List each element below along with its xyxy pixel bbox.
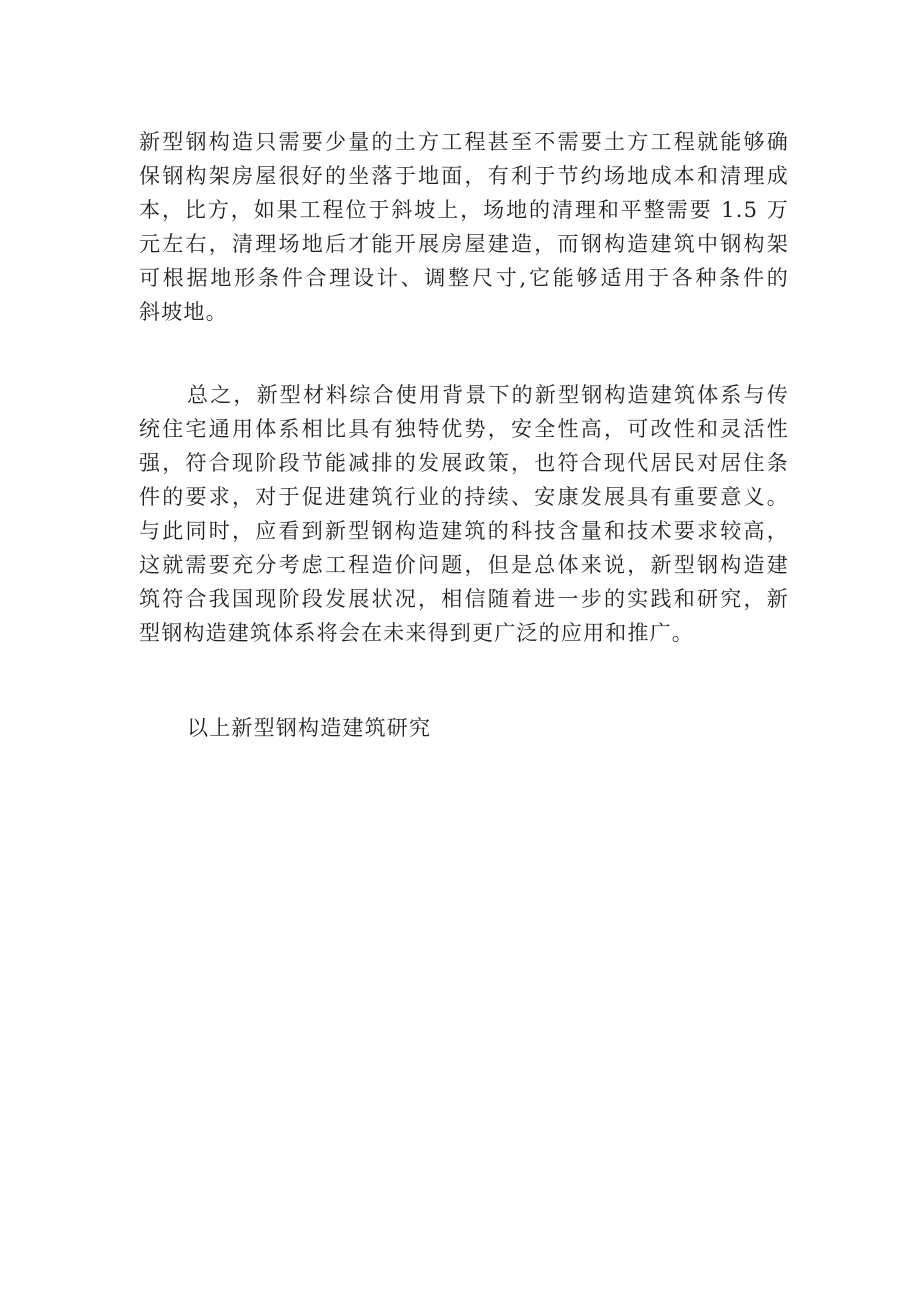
paragraph-line: 与此同时，应看到新型钢构造建筑的科技含量和技术要求较高， xyxy=(139,519,789,543)
paragraph-line: 强，符合现阶段节能减排的发展政策，也符合现代居民对居住条 xyxy=(139,451,789,475)
paragraph-2 xyxy=(139,378,789,650)
paragraph-line: 这就需要充分考虑工程造价问题，但是总体来说，新型钢构造建 xyxy=(139,553,789,577)
paragraph-line: 总之，新型材料综合使用背景下的新型钢构造建筑体系与传 xyxy=(187,383,789,407)
paragraph-line: 本，比方，如果工程位于斜坡上，场地的清理和平整需要 1.5 万 xyxy=(139,198,789,222)
paragraph-line: 保钢构架房屋很好的坐落于地面，有利于节约场地成本和清理成 xyxy=(139,164,789,188)
paragraph-line: 元左右，清理场地后才能开展房屋建造，而钢构造建筑中钢构架 xyxy=(139,232,789,256)
paragraph-line: 型钢构造建筑体系将会在未来得到更广泛的应用和推广。 xyxy=(139,621,694,645)
paragraph-line: 件的要求，对于促进建筑行业的持续、安康发展具有重要意义。 xyxy=(139,485,789,509)
paragraph-3 xyxy=(139,711,789,745)
paragraph-line: 筑符合我国现阶段发展状况，相信随着进一步的实践和研究，新 xyxy=(139,587,789,611)
paragraph-line: 可根据地形条件合理设计、调整尺寸,它能够适用于各种条件的 xyxy=(139,266,789,290)
paragraph-line: 统住宅通用体系相比具有独特优势，安全性高，可改性和灵活性 xyxy=(139,417,789,441)
paragraph-line: 斜坡地。 xyxy=(139,300,228,324)
paragraph-line: 新型钢构造只需要少量的土方工程甚至不需要土方工程就能够确 xyxy=(139,130,789,154)
paragraph-line: 以上新型钢构造建筑研究 xyxy=(187,716,432,740)
paragraph-1 xyxy=(139,125,789,329)
